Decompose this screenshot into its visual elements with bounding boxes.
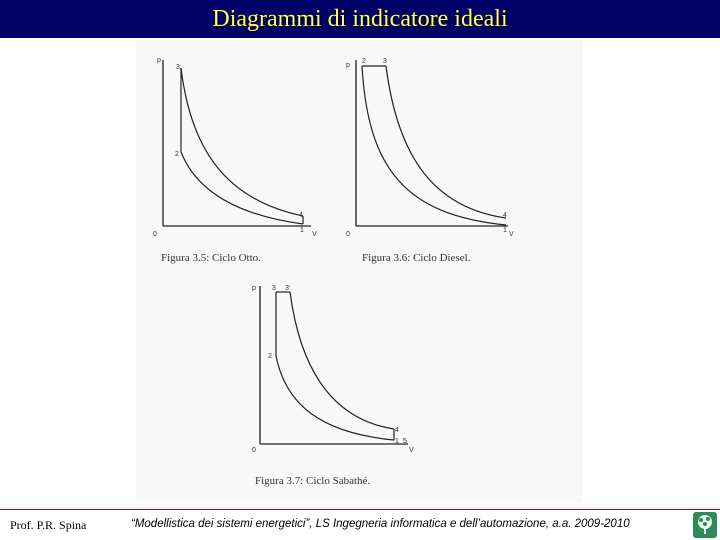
otto-v-label: V <box>312 231 317 238</box>
sabathe-point-5: 5 <box>403 438 407 445</box>
otto-point-2: 2 <box>175 151 179 158</box>
sabathe-point-1: 1 <box>395 438 399 445</box>
sabathe-diagram <box>252 285 414 487</box>
diesel-expansion <box>386 66 506 218</box>
sabathe-v-label: V <box>409 447 414 454</box>
diesel-p-label: p <box>346 62 350 69</box>
sabathe-point-4: 4 <box>395 427 399 434</box>
otto-point-1: 1 <box>300 227 304 234</box>
page-title: Diagrammi di indicatore ideali <box>212 6 508 32</box>
footer-divider <box>0 509 720 510</box>
otto-caption: Figura 3.5: Ciclo Otto. <box>161 252 261 264</box>
sabathe-origin: 0 <box>252 447 256 454</box>
otto-compression <box>181 152 303 224</box>
sabathe-compression <box>276 356 394 440</box>
diesel-compression <box>362 66 506 225</box>
otto-diagram <box>153 57 317 264</box>
diesel-origin: 0 <box>346 231 350 238</box>
sabathe-point-2: 2 <box>268 353 272 360</box>
sabathe-p-label: p <box>252 285 256 292</box>
tree-logo-icon <box>693 512 717 538</box>
otto-origin: 0 <box>153 231 157 238</box>
figure-panel <box>136 40 583 502</box>
diesel-point-1: 1 <box>503 227 507 234</box>
sabathe-point-3: 3 <box>272 285 276 292</box>
otto-point-3: 3 <box>176 64 180 71</box>
diesel-point-2: 2 <box>362 58 366 65</box>
diesel-diagram <box>346 58 514 264</box>
title-bar <box>0 0 720 38</box>
otto-p-label: p <box>157 57 161 64</box>
cycle-diagrams <box>136 40 583 502</box>
footer-course: “Modellistica dei sistemi energetici”, LS Ingegneria informatica e dell’automazione, a.a. 2009-2010 <box>131 518 630 530</box>
diesel-point-3: 3 <box>383 58 387 65</box>
diesel-point-4: 4 <box>503 212 507 219</box>
footer-author: Prof. P.R. Spina <box>10 518 87 532</box>
otto-expansion <box>181 68 303 216</box>
diesel-v-label: V <box>509 231 514 238</box>
otto-point-4: 4 <box>299 212 303 219</box>
diesel-caption: Figura 3.6: Ciclo Diesel. <box>362 252 471 264</box>
sabathe-caption: Figura 3.7: Ciclo Sabathé. <box>255 475 371 487</box>
sabathe-point-3prime: 3' <box>285 285 291 292</box>
